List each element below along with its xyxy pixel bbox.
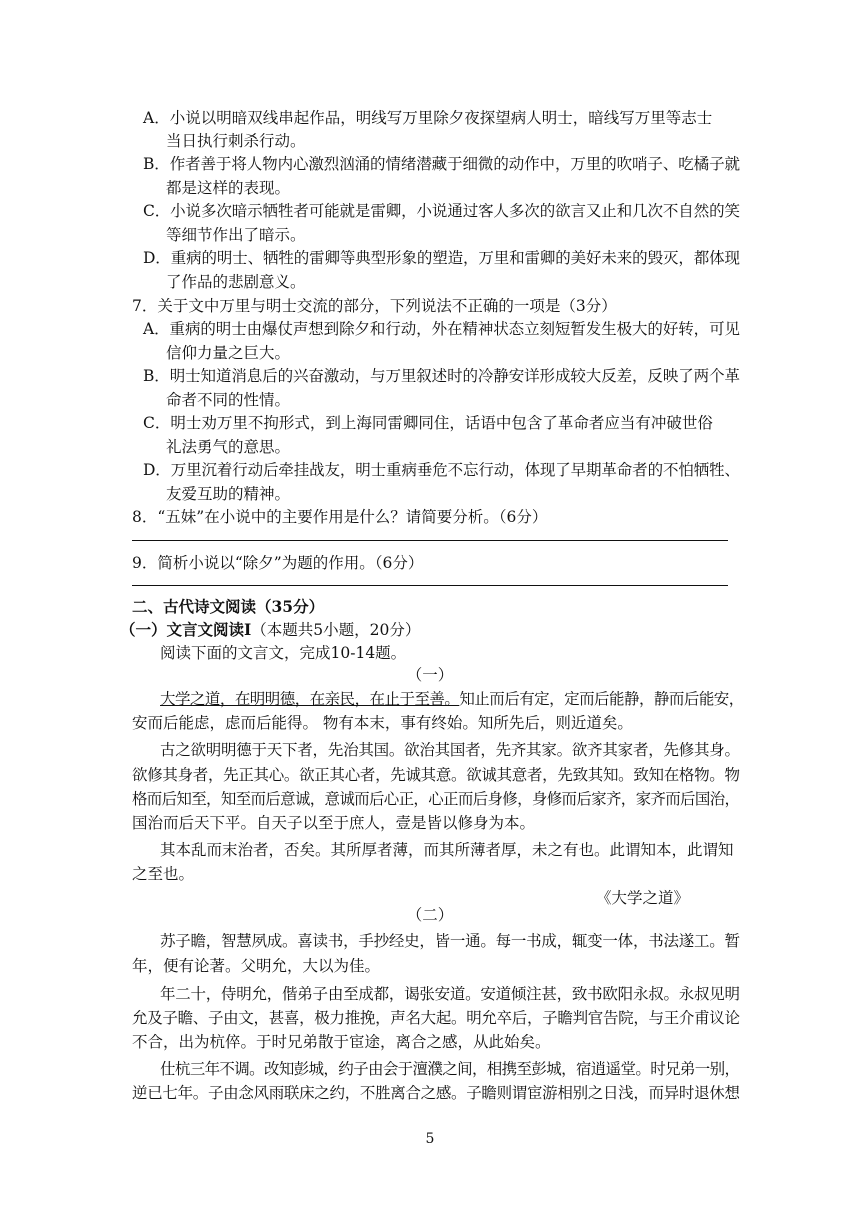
text1-underlined-sentence: 大学之道，在明明德，在亲民，在止于至善。 — [160, 690, 460, 708]
q7-option-d-line2: 友爱互助的精神。 — [166, 485, 291, 503]
q6-option-a-line1: A．小说以明暗双线串起作品，明线写万里除夕夜探望病人明士，暗线写万里等志士 — [143, 109, 713, 127]
text2-label: （二） — [406, 906, 454, 924]
q7-stem: 7．关于文中万里与明士交流的部分，下列说法不正确的一项是（3分） — [132, 297, 617, 315]
q6-option-c-line1: C．小说多次暗示牺牲者可能就是雷卿，小说通过客人多次的欲言又止和几次不自然的笑 — [143, 202, 740, 220]
q6-option-c-line2: 等细节作出了暗示。 — [166, 226, 306, 244]
q9-stem: 9．简析小说以“除夕”为题的作用。（6分） — [132, 554, 424, 572]
section2-title: 二、古代诗文阅读（35分） — [132, 597, 325, 616]
q8-stem: 8．“五妹”在小说中的主要作用是什么？请简要分析。（6分） — [132, 508, 548, 526]
text2-p2-line1: 年二十，侍明允，偕弟子由至成都，谒张安道。安道倾注甚，致书欧阳永叔。永叔见明 — [160, 985, 740, 1003]
text2-p2-line3: 不合，出为杭倅。于时兄弟散于宦途，离合之感，从此始矣。 — [132, 1033, 551, 1051]
q6-option-b-line2: 都是这样的表现。 — [166, 179, 291, 197]
text2-p2-line2: 允及子瞻、子由文，甚喜，极力推挽，声名大起。明允卒后，子瞻判官告院，与王介甫议论 — [132, 1009, 740, 1027]
text1-p2-line2: 欲修其身者，先正其心。欲正其心者，先诚其意。欲诚其意者，先致其知。致知在格物。物 — [132, 766, 740, 784]
q6-option-b-line1: B．作者善于将人物内心激烈汹涌的情绪潜藏于细微的动作中，万里的吹哨子、吃橘子就 — [143, 155, 740, 173]
text1-p3-line1: 其本乱而末治者，否矣。其所厚者薄，而其所薄者厚，未之有也。此谓知本，此谓知 — [160, 841, 734, 859]
text1-source: 《大学之道》 — [596, 889, 690, 907]
q7-option-a-line1: A．重病的明士由爆仗声想到除夕和行动，外在精神状态立刻短暂发生极大的好转，可见 — [143, 320, 740, 338]
text1-label: （一） — [406, 666, 454, 684]
q7-option-c-line1: C．明士劝万里不拘形式，到上海同雷卿同住，话语中包含了革命者应当有冲破世俗 — [143, 414, 713, 432]
q7-option-d-line1: D．万里沉着行动后牵挂战友，明士重病垂危不忘行动，体现了早期革命者的不怕牺牲、 — [143, 461, 740, 479]
section2-subtitle-detail: （本题共5小题，20分） — [251, 621, 421, 639]
q6-option-d-line1: D．重病的明士、牺牲的雷卿等典型形象的塑造，万里和雷卿的美好未来的毁灭，都体现 — [143, 249, 740, 267]
text1-p2-line3: 格而后知至，知至而后意诚，意诚而后心正，心正而后身修，身修而后家齐，家齐而后国治， — [132, 790, 740, 808]
q7-option-b-line1: B．明士知道消息后的兴奋激动，与万里叙述时的冷静安详形成较大反差，反映了两个革 — [143, 367, 740, 385]
q7-option-a-line2: 信仰力量之巨大。 — [166, 344, 291, 362]
q6-option-a-line2: 当日执行刺杀行动。 — [166, 132, 306, 150]
text2-p3-line2: 逆已七年。子由念风雨联床之约，不胜离合之感。子瞻则谓宦游相别之日浅，而异时退休想 — [132, 1084, 740, 1102]
text2-p1-line2: 年，便有论著。父明允，大以为佳。 — [132, 957, 381, 975]
section2-instruction: 阅读下面的文言文，完成10-14题。 — [160, 644, 407, 662]
text1-p2-line4: 国治而后天下平。自天子以至于庶人，壹是皆以修身为本。 — [132, 814, 536, 832]
page-number: 5 — [425, 1131, 435, 1147]
section2-subtitle: （一）文言文阅读Ⅰ — [120, 620, 252, 639]
text1-p1-line1-rest: 知止而后有定，定而后能静，静而后能安， — [459, 690, 744, 708]
q9-answer-line — [132, 585, 728, 586]
q8-answer-line — [132, 540, 728, 541]
text1-p1-line2: 安而后能虑，虑而后能得。 物有本末，事有终始。知所先后，则近道矣。 — [132, 714, 633, 732]
q7-option-c-line2: 礼法勇气的意思。 — [166, 438, 291, 456]
q7-option-b-line2: 命者不同的性情。 — [166, 391, 291, 409]
text2-p3-line1: 仕杭三年不调。改知彭城，约子由会于澶濮之间，相携至彭城，宿逍遥堂。时兄弟一别， — [160, 1060, 740, 1078]
text1-p3-line2: 之至也。 — [132, 865, 195, 883]
text1-p2-line1: 古之欲明明德于天下者，先治其国。欲治其国者，先齐其家。欲齐其家者，先修其身。 — [160, 741, 740, 759]
text2-p1-line1: 苏子瞻，智慧夙成。喜读书，手抄经史，皆一通。每一书成，辄变一体，书法遂工。暂 — [160, 932, 740, 950]
q6-option-d-line2: 了作品的悲剧意义。 — [166, 273, 306, 291]
